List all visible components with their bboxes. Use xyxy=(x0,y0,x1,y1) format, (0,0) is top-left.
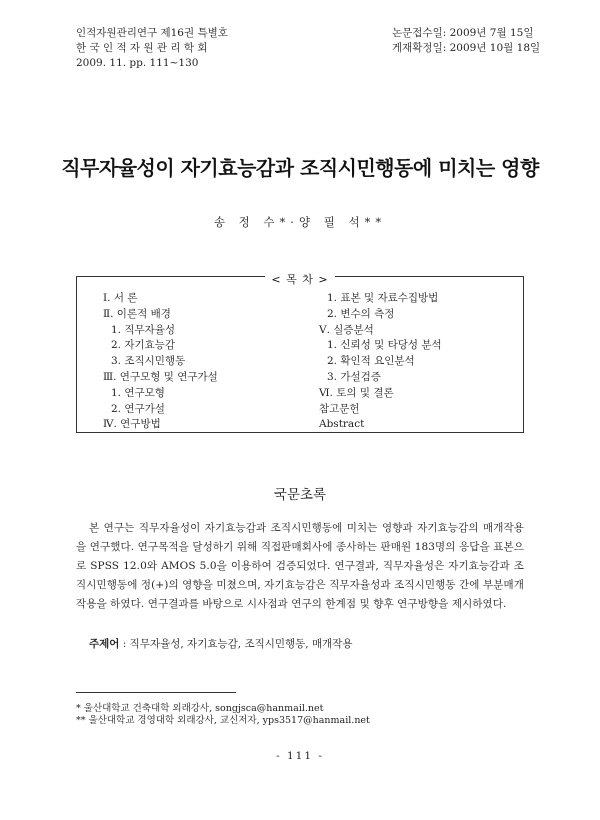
submission-info xyxy=(392,26,540,56)
toc-item: 1. 신뢰성 및 타당성 분석 xyxy=(327,339,442,352)
toc-item: Ⅲ. 연구모형 및 연구가설 xyxy=(103,370,218,383)
accepted-date: 게재확정일: 2009년 10월 18일 xyxy=(392,42,541,54)
toc-label: < 목 차 > xyxy=(265,273,334,286)
keywords-label: 주제어 xyxy=(89,638,120,650)
toc-item: 2. 자기효능감 xyxy=(111,339,176,352)
toc-item: 2. 연구가설 xyxy=(111,402,165,415)
page-number: - 111 - xyxy=(276,750,324,762)
received-date: 논문접수일: 2009년 7월 15일 xyxy=(392,27,534,39)
toc-item: Ⅳ. 연구방법 xyxy=(103,418,161,431)
toc-item: Abstract xyxy=(319,418,365,431)
paper-title: 직무자율성이 자기효능감과 조직시민행동에 미치는 영향 xyxy=(61,156,539,180)
footnote-divider xyxy=(76,692,236,693)
toc-item: 2. 확인적 요인분석 xyxy=(327,355,415,368)
toc-item: 1. 표본 및 자료수집방법 xyxy=(327,292,439,304)
toc-item: 3. 가설검증 xyxy=(327,370,381,383)
toc-item: 1. 연구모형 xyxy=(111,386,165,399)
journal-name: 인적자원관리연구 제16권 특별호 xyxy=(76,27,228,39)
toc-item: 3. 조직시민행동 xyxy=(111,355,186,368)
abstract-body: 본 연구는 직무자율성이 자기효능감과 조직시민행동에 미치는 영향과 자기효능감의 매개작용을 연구했다. 연구목적을 달성하기 위해 직접판매회사에 종사하는 판매원 183명의 응답을 표본으로 SPSS 12.0와 AMOS 5.0을 이용하여 검증되었다. 연구결과, 직무자율성은 자기효능감과 조직시민행동에 정(+)의 영향을 미쳤으며, 자기효능감은 직무자율성과 조직시민행동 간에 부분매개작용을 하였다. 연구결과를 바탕으로 시사점과 연구의 한계점 및 향후 연구방향을 제시하였다. xyxy=(76,522,524,610)
table-of-contents xyxy=(76,273,524,433)
toc-item: 1. 직무자율성 xyxy=(111,323,176,336)
toc-item: Ⅵ. 토의 및 결론 xyxy=(319,386,394,399)
abstract-heading: 국문초록 xyxy=(273,487,327,503)
toc-item: 2. 변수의 측정 xyxy=(327,307,395,320)
toc-item: Ⅱ. 이론적 배경 xyxy=(103,307,171,320)
footnote-first-author: * 울산대학교 건축대학 외래강사, songjsca@hanmail.net xyxy=(76,703,324,714)
toc-item: Ⅰ. 서 론 xyxy=(103,292,138,304)
toc-right-column xyxy=(319,291,442,433)
toc-left-column xyxy=(103,291,218,433)
toc-item: 참고문헌 xyxy=(319,402,360,415)
keywords-value: 직무자율성, 자기효능감, 조직시민행동, 매개작용 xyxy=(129,638,353,650)
keywords: 주제어 : 직무자율성, 자기효능감, 조직시민행동, 매개작용 xyxy=(89,638,353,650)
toc-item: Ⅴ. 실증분석 xyxy=(319,323,374,336)
footnote-second-author: ** 울산대학교 경영대학 외래강사, 교신저자, yps3517@hanmail.net xyxy=(76,715,370,726)
journal-info xyxy=(76,26,228,71)
authors: 송 정 수*·양 필 석** xyxy=(213,215,387,229)
issue-pages: 2009. 11. pp. 111~130 xyxy=(76,57,199,69)
society-name: 한 국 인 적 자 원 관 리 학 회 xyxy=(76,42,208,54)
